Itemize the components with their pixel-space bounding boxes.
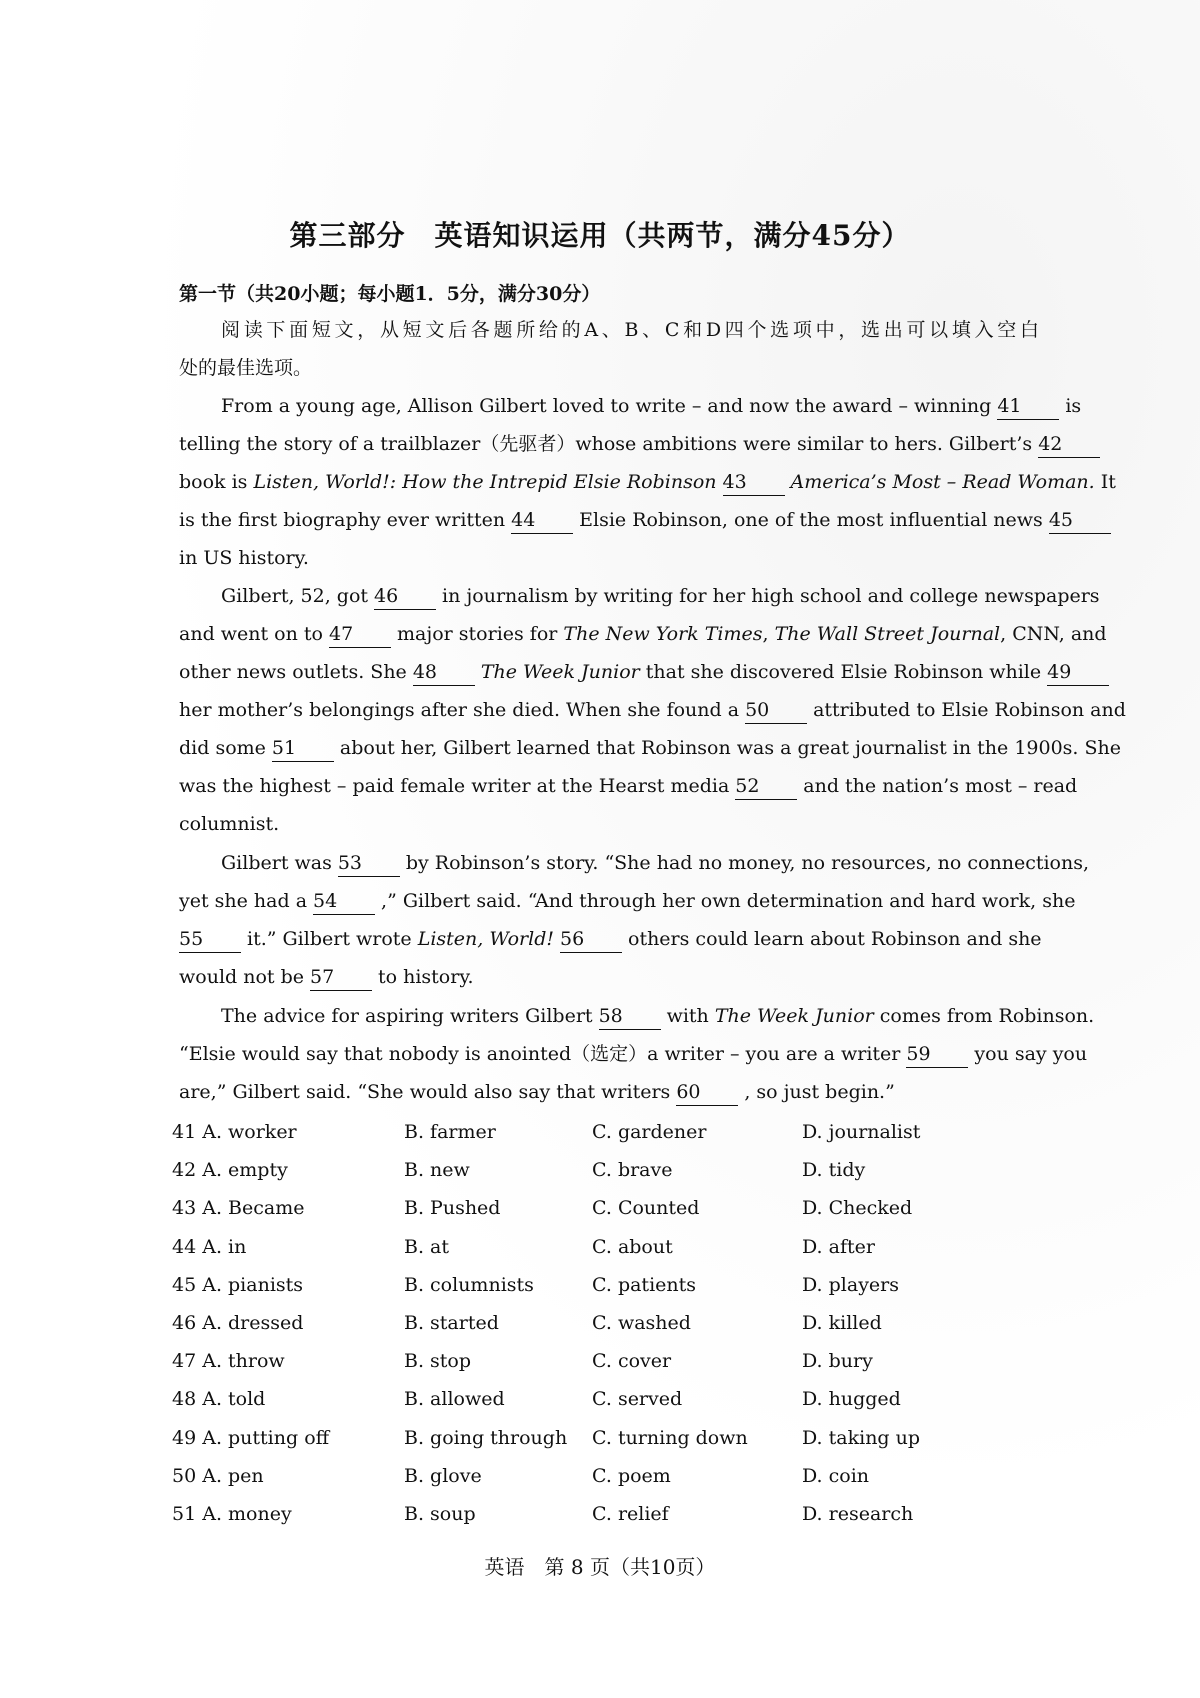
text-run: major stories for (396, 623, 558, 645)
passage-line (179, 577, 1100, 615)
option-c[interactable]: C. gardener (592, 1121, 707, 1143)
text-run: The advice for aspiring writers Gilbert (221, 1005, 593, 1027)
text-run: , (762, 623, 769, 645)
text-run: , so just begin.” (744, 1081, 895, 1103)
passage-line (179, 501, 1073, 539)
option-c[interactable]: C. brave (592, 1159, 673, 1182)
passage-line (179, 997, 1095, 1035)
option-a[interactable]: 51 A. money (172, 1502, 292, 1525)
option-a[interactable]: 41 A. worker (172, 1121, 297, 1143)
page-footer: 英语 第 8 页（共10页） (484, 1555, 716, 1579)
option-a[interactable]: 47 A. throw (172, 1350, 285, 1373)
passage-line (179, 767, 1078, 805)
text-run: are,” Gilbert said. “She would also say that writers (179, 1081, 671, 1103)
text-run: Gilbert was (221, 852, 332, 874)
text-run: Gilbert, 52, got (221, 585, 369, 607)
blank-55[interactable]: 55 (179, 926, 241, 953)
option-d[interactable]: D. Checked (802, 1197, 913, 1220)
text-run: , CNN, and (1000, 623, 1107, 645)
option-c[interactable]: C. poem (592, 1464, 671, 1487)
passage-paragraph-1 (179, 387, 1116, 577)
option-row-51 (172, 1495, 1032, 1533)
text-run: and the nation’s most – read (803, 775, 1078, 797)
section-heading: 第一节（共20小题；每小题1．5分，满分30分） (179, 283, 601, 305)
text-run: is the first biography ever written (179, 509, 506, 531)
option-b[interactable]: B. allowed (404, 1388, 505, 1411)
text-run: with (666, 1005, 709, 1027)
text-run: is (1065, 395, 1082, 417)
blank-49[interactable]: 49 (1047, 659, 1109, 686)
passage-line (179, 1073, 1039, 1111)
text-run: other news outlets. She (179, 661, 407, 683)
text-run: comes from Robinson. (879, 1005, 1095, 1027)
text-run: attributed to Elsie Robinson and (813, 699, 1126, 721)
blank-44[interactable]: 44 (511, 507, 573, 534)
text-run: ,” Gilbert said. “And through her own determination and hard work, she (381, 890, 1076, 912)
option-b[interactable]: B. at (404, 1235, 450, 1258)
magazine-name: The Week Junior (480, 661, 640, 683)
passage-line (179, 958, 1039, 996)
blank-60[interactable]: 60 (676, 1079, 738, 1106)
option-b[interactable]: B. farmer (404, 1121, 496, 1143)
option-c[interactable]: C. relief (592, 1502, 669, 1525)
book-title: America’s Most – Read Woman. (790, 471, 1095, 493)
newspaper-name: The New York Times (563, 623, 763, 645)
option-c[interactable]: C. washed (592, 1311, 691, 1334)
option-c[interactable]: C. patients (592, 1273, 697, 1296)
blank-53[interactable]: 53 (338, 850, 400, 877)
option-c[interactable]: C. about (592, 1235, 673, 1258)
passage-line (179, 691, 1126, 729)
blank-59[interactable]: 59 (906, 1041, 968, 1068)
option-row-43 (172, 1189, 1032, 1227)
text-run: book is (179, 471, 248, 493)
blank-54[interactable]: 54 (313, 888, 375, 915)
option-row-49 (172, 1419, 1032, 1457)
option-row-41 (172, 1113, 1032, 1151)
passage-line (179, 539, 1039, 577)
blank-56[interactable]: 56 (560, 926, 622, 953)
text-run: others could learn about Robinson and she (628, 928, 1042, 950)
option-b[interactable]: B. going through (404, 1426, 568, 1449)
passage-line (179, 463, 1116, 501)
option-d[interactable]: D. hugged (802, 1388, 901, 1411)
blank-52[interactable]: 52 (735, 773, 797, 800)
text-run: Elsie Robinson, one of the most influential news (579, 509, 1043, 531)
option-c[interactable]: C. turning down (592, 1426, 748, 1449)
passage-line (179, 729, 1121, 767)
book-title: Listen, World! (417, 928, 554, 950)
instruction (179, 311, 1039, 387)
text-run: From a young age, Allison Gilbert loved to write – and now the award – winning (221, 395, 992, 417)
option-d[interactable]: D. tidy (802, 1159, 866, 1182)
option-c[interactable]: C. served (592, 1388, 683, 1411)
blank-43[interactable]: 43 (723, 469, 785, 496)
option-d[interactable]: D. coin (802, 1464, 870, 1487)
option-a[interactable]: 45 A. pianists (172, 1273, 304, 1296)
blank-41[interactable]: 41 (997, 393, 1059, 420)
text-run: by Robinson’s story. “She had no money, no resources, no connections, (405, 852, 1090, 874)
passage-line (179, 844, 1090, 882)
text-run: you say you (974, 1043, 1088, 1065)
option-row-46 (172, 1304, 1032, 1342)
blank-47[interactable]: 47 (329, 621, 391, 648)
text-run: yet she had a (179, 890, 308, 912)
option-row-44 (172, 1228, 1032, 1266)
passage-paragraph-2 (179, 577, 1126, 843)
text-run: “Elsie would say that nobody is anointed（选定）a writer – you are a writer (179, 1043, 901, 1065)
blank-48[interactable]: 48 (413, 659, 475, 686)
passage-line (179, 1035, 1088, 1073)
option-c[interactable]: C. cover (592, 1350, 672, 1373)
passage-line (179, 425, 1063, 463)
book-title: Listen, World!: How the Intrepid Elsie Robinson (253, 471, 717, 493)
option-b[interactable]: B. glove (404, 1464, 482, 1487)
option-a[interactable]: 46 A. dressed (172, 1311, 304, 1334)
option-b[interactable]: B. Pushed (404, 1197, 501, 1220)
option-row-45 (172, 1266, 1032, 1304)
text-run: columnist. (179, 813, 280, 835)
passage-line (179, 805, 1039, 843)
option-d[interactable]: D. players (802, 1273, 900, 1296)
passage-paragraph-4 (179, 997, 1095, 1111)
text-run: would not be (179, 966, 304, 988)
text-run: and went on to (179, 623, 323, 645)
text-run: did some (179, 737, 266, 759)
option-d[interactable]: D. after (802, 1235, 875, 1258)
option-a[interactable]: 43 A. Became (172, 1197, 305, 1220)
passage-line (179, 920, 1042, 958)
option-b[interactable]: B. columnists (404, 1273, 534, 1296)
text-run: was the highest – paid female writer at the Hearst media (179, 775, 730, 797)
instruction-line: 处的最佳选项。 (179, 357, 313, 379)
newspaper-name: The Wall Street Journal (774, 623, 1001, 645)
blank-42[interactable]: 42 (1038, 431, 1100, 458)
blank-51[interactable]: 51 (272, 735, 334, 762)
part-title: 第三部分 英语知识运用（共两节，满分45分） (289, 219, 911, 252)
magazine-name: The Week Junior (714, 1005, 874, 1027)
option-b[interactable]: B. stop (404, 1350, 472, 1373)
text-run: telling the story of a trailblazer（先驱者）whose ambitions were similar to hers. Gilbert’s (179, 433, 1033, 455)
option-a[interactable]: 42 A. empty (172, 1159, 288, 1182)
option-d[interactable]: D. killed (802, 1311, 882, 1334)
passage-paragraph-3 (179, 844, 1090, 996)
text-run: about her, Gilbert learned that Robinson was a great journalist in the 1900s. She (339, 737, 1121, 759)
text-run: that she discovered Elsie Robinson while (645, 661, 1042, 683)
option-d[interactable]: D. bury (802, 1350, 873, 1373)
answer-options (172, 1113, 1032, 1533)
blank-46[interactable]: 46 (374, 583, 436, 610)
option-a[interactable]: 50 A. pen (172, 1464, 264, 1487)
text-run: her mother’s belongings after she died. When she found a (179, 699, 740, 721)
option-row-50 (172, 1457, 1032, 1495)
option-c[interactable]: C. Counted (592, 1197, 700, 1220)
option-row-42 (172, 1151, 1032, 1189)
blank-58[interactable]: 58 (599, 1003, 661, 1030)
blank-50[interactable]: 50 (745, 697, 807, 724)
option-b[interactable]: B. started (404, 1311, 499, 1334)
text-run: It (1100, 471, 1116, 493)
option-row-48 (172, 1380, 1032, 1418)
option-b[interactable]: B. new (404, 1159, 470, 1182)
option-a[interactable]: 49 A. putting off (172, 1426, 330, 1449)
passage-line (179, 882, 1076, 920)
option-a[interactable]: 48 A. told (172, 1388, 266, 1411)
option-row-47 (172, 1342, 1032, 1380)
text-run: in US history. (179, 547, 309, 569)
option-b[interactable]: B. soup (404, 1502, 476, 1525)
passage-line (179, 615, 1107, 653)
instruction-line: 阅读下面短文，从短文后各题所给的A、B、C和D四个选项中，选出可以填入空白 (221, 319, 1039, 341)
option-a[interactable]: 44 A. in (172, 1235, 247, 1258)
passage-line (179, 387, 1082, 425)
blank-57[interactable]: 57 (310, 964, 372, 991)
text-run: it.” Gilbert wrote (247, 928, 412, 950)
text-run: in journalism by writing for her high school and college newspapers (442, 585, 1100, 607)
text-run: to history. (377, 966, 474, 988)
option-d[interactable]: D. research (802, 1502, 914, 1525)
passage-line (179, 653, 1072, 691)
option-d[interactable]: D. taking up (802, 1426, 921, 1449)
option-d[interactable]: D. journalist (802, 1121, 921, 1143)
blank-45[interactable]: 45 (1049, 507, 1111, 534)
